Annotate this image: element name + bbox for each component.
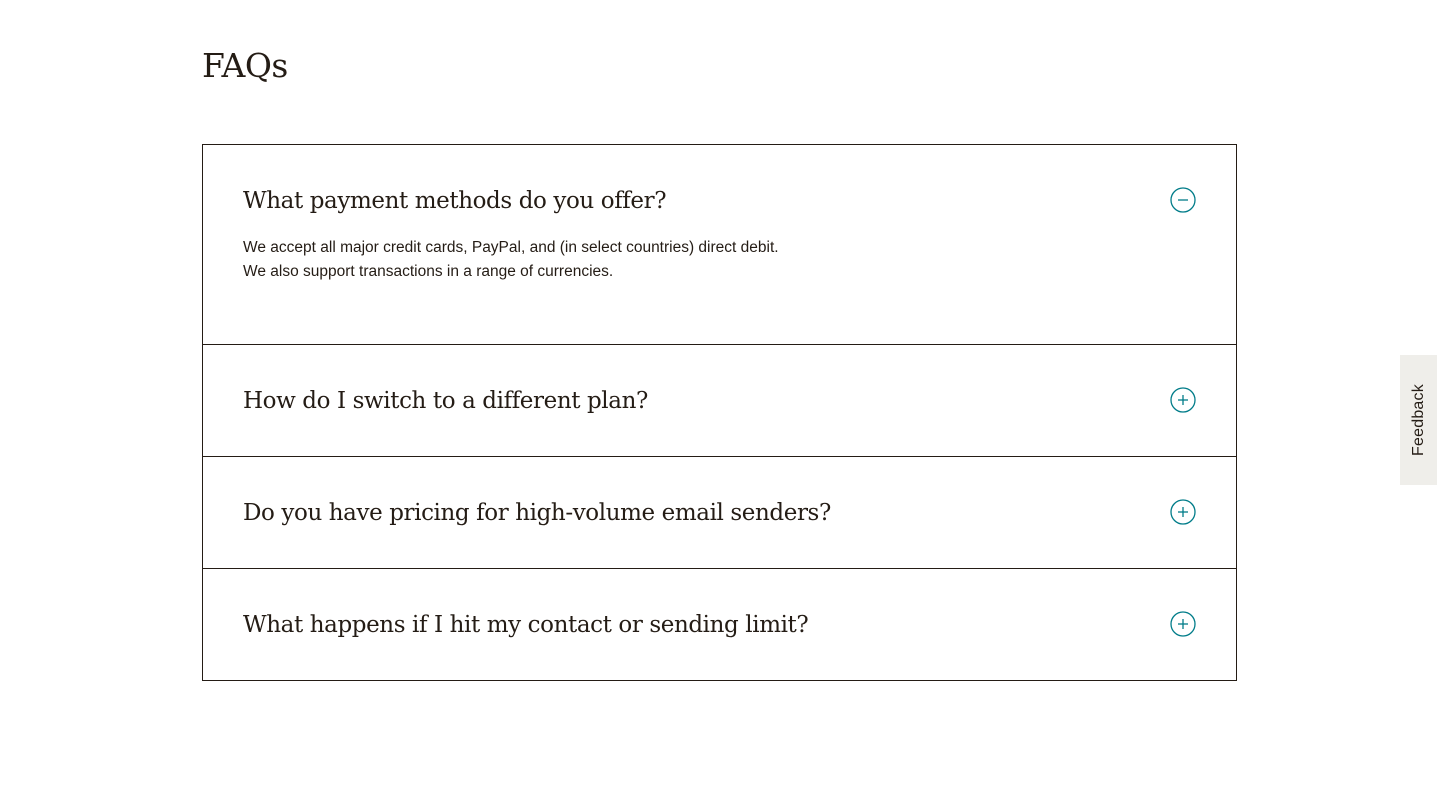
faq-question[interactable]: What happens if I hit my contact or sending limit? [243,612,809,638]
page-title: FAQs [202,46,288,85]
faq-item [203,145,1236,344]
faq-question[interactable]: What payment methods do you offer? [243,188,667,214]
minus-circle-icon [1169,186,1197,214]
faq-list [202,144,1237,681]
faq-question[interactable]: How do I switch to a different plan? [243,388,648,414]
expand-button[interactable] [1169,498,1197,526]
faq-item [203,568,1236,680]
faq-item [203,344,1236,456]
feedback-button[interactable] [1400,355,1437,485]
faq-answer: We accept all major credit cards, PayPal, and (in select countries) direct debit. We also support transactions in a range of currencies. [243,239,779,280]
expand-button[interactable] [1169,610,1197,638]
plus-circle-icon [1169,386,1197,414]
expand-button[interactable] [1169,386,1197,414]
faq-item [203,456,1236,568]
faq-question[interactable]: Do you have pricing for high-volume email senders? [243,500,831,526]
collapse-button[interactable] [1169,186,1197,214]
plus-circle-icon [1169,498,1197,526]
feedback-label: Feedback [1409,384,1427,456]
plus-circle-icon [1169,610,1197,638]
